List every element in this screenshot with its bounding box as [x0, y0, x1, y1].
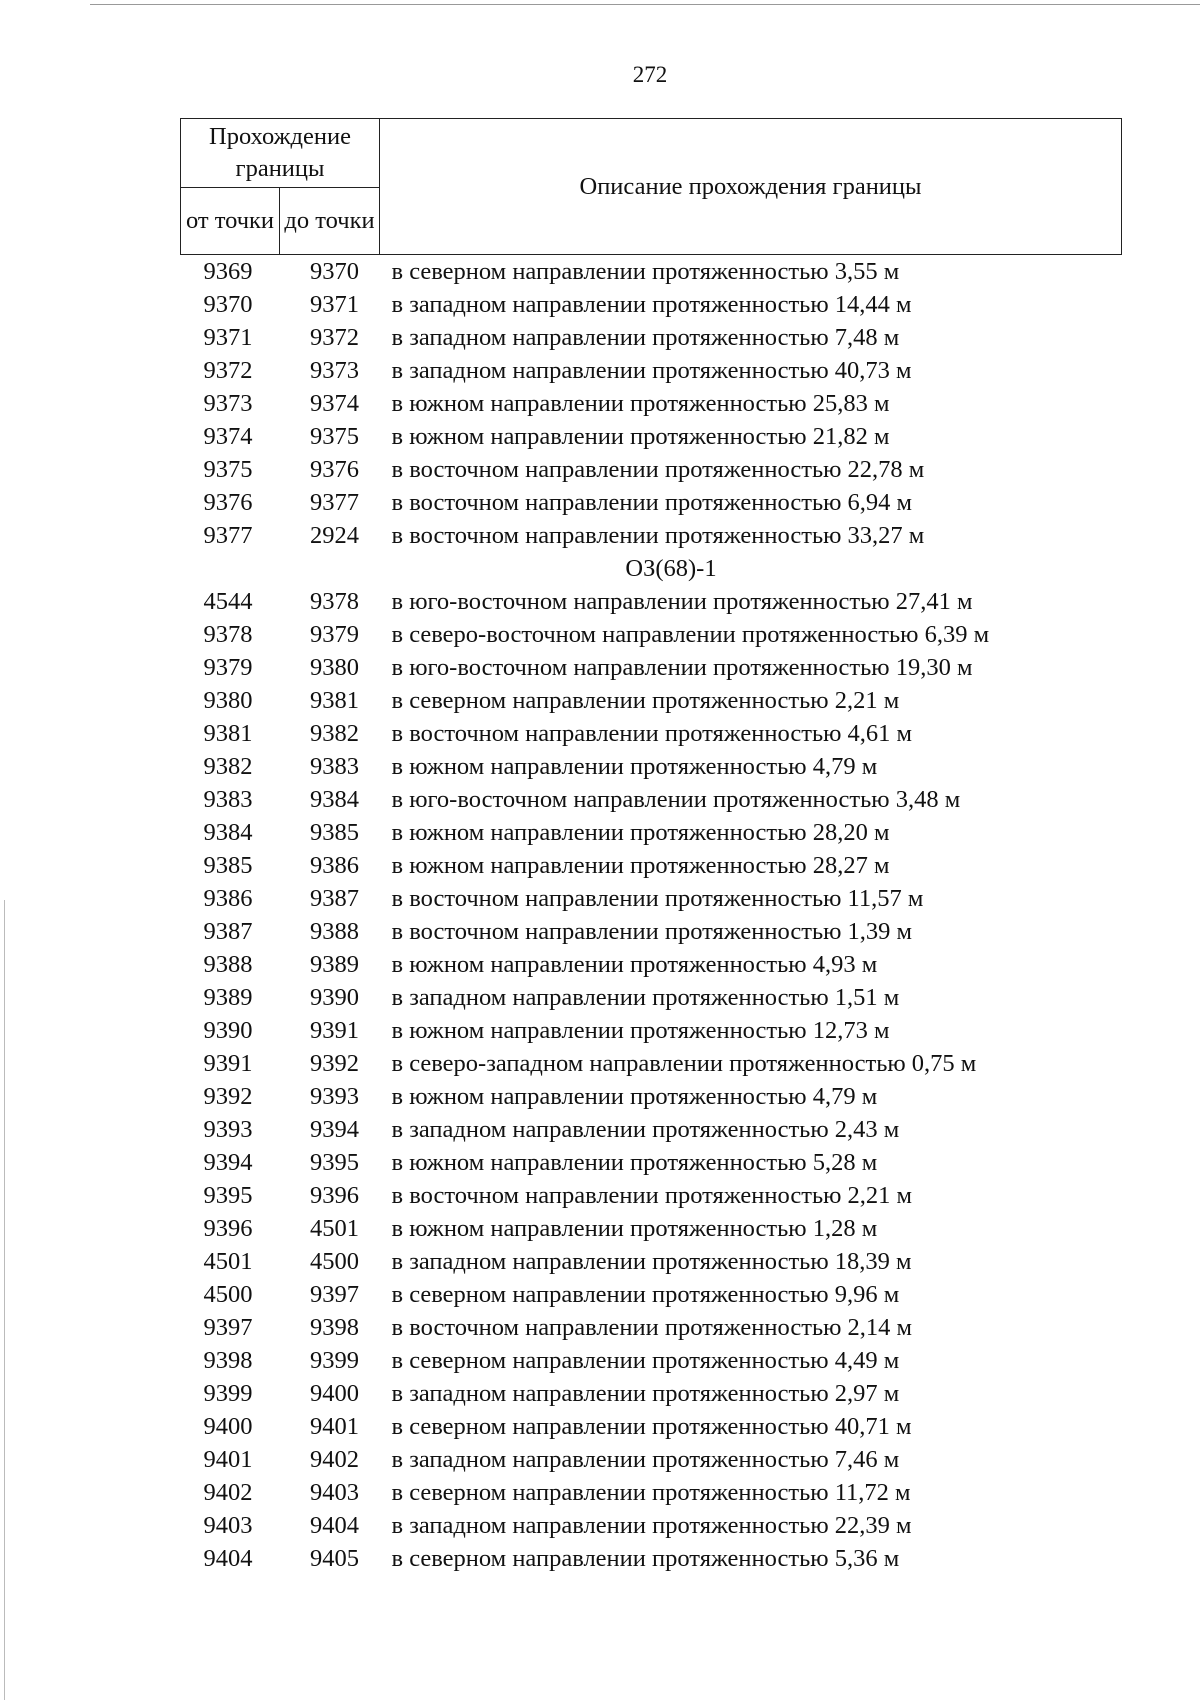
- to-point-cell: 9389: [310, 951, 359, 978]
- from-point-cell: 9385: [203, 852, 253, 879]
- table-row: [181, 1014, 1122, 1047]
- description-cell: в северном направлении протяженностью 4,49 м: [391, 1347, 900, 1374]
- from-point-cell: 9396: [203, 1215, 253, 1242]
- from-point-cell: 9378: [203, 621, 253, 648]
- table-row: [181, 1509, 1122, 1542]
- table-body: [181, 255, 1122, 1576]
- description-cell: в восточном направлении протяженностью 4,61 м: [391, 720, 913, 747]
- table-row: [181, 717, 1122, 750]
- from-point-cell: 9376: [203, 489, 253, 516]
- from-point-cell: 9369: [203, 258, 253, 285]
- boundary-table: [180, 118, 1122, 1575]
- to-point-cell: 9371: [310, 291, 359, 318]
- from-point-cell: 4500: [203, 1281, 253, 1308]
- description-cell: в южном направлении протяженностью 1,28 м: [391, 1215, 878, 1242]
- description-cell: в восточном направлении протяженностью 2,14 м: [391, 1314, 913, 1341]
- from-point-cell: 9398: [203, 1347, 253, 1374]
- from-point-cell: 9389: [203, 984, 253, 1011]
- description-cell: в северном направлении протяженностью 2,21 м: [391, 687, 900, 714]
- table-row: [181, 783, 1122, 816]
- section-row: [181, 552, 1122, 585]
- description-cell: в западном направлении протяженностью 7,46 м: [391, 1446, 900, 1473]
- description-cell: в северном направлении протяженностью 40,71 м: [391, 1413, 912, 1440]
- to-point-cell: 9398: [310, 1314, 359, 1341]
- from-point-cell: 9394: [203, 1149, 253, 1176]
- from-point-cell: 9400: [203, 1413, 253, 1440]
- table-row: [181, 321, 1122, 354]
- to-point-cell: 9372: [310, 324, 359, 351]
- description-cell: в западном направлении протяженностью 14,44 м: [391, 291, 912, 318]
- table-row: [181, 255, 1122, 289]
- table-row: [181, 1476, 1122, 1509]
- table-row: [181, 1542, 1122, 1575]
- to-point-cell: 9401: [310, 1413, 359, 1440]
- from-point-cell: 9393: [203, 1116, 253, 1143]
- table-row: [181, 1278, 1122, 1311]
- from-point-cell: 9399: [203, 1380, 253, 1407]
- table-row: [181, 684, 1122, 717]
- description-cell: в южном направлении протяженностью 28,20 м: [391, 819, 890, 846]
- from-point-cell: 9384: [203, 819, 253, 846]
- description-cell: в западном направлении протяженностью 18,39 м: [391, 1248, 912, 1275]
- description-cell: в восточном направлении протяженностью 2,21 м: [391, 1182, 913, 1209]
- table-row: [181, 816, 1122, 849]
- header-boundary-passage: Прохождение границы: [181, 119, 380, 188]
- description-cell: в северном направлении протяженностью 3,55 м: [391, 258, 900, 285]
- from-point-cell: 9381: [203, 720, 253, 747]
- table-row: [181, 519, 1122, 552]
- to-point-cell: 9405: [310, 1545, 359, 1572]
- from-point-cell: 9375: [203, 456, 253, 483]
- description-cell: в северном направлении протяженностью 5,36 м: [391, 1545, 900, 1572]
- description-cell: в юго-восточном направлении протяженностью 3,48 м: [391, 786, 961, 813]
- description-cell: в южном направлении протяженностью 4,93 м: [391, 951, 878, 978]
- from-point-cell: 9382: [203, 753, 253, 780]
- table-row: [181, 915, 1122, 948]
- to-point-cell: 9397: [310, 1281, 359, 1308]
- from-point-cell: 9383: [203, 786, 253, 813]
- description-cell: в северном направлении протяженностью 9,96 м: [391, 1281, 900, 1308]
- table-row: [181, 1080, 1122, 1113]
- section-title: ОЗ(68)-1: [625, 555, 717, 582]
- to-point-cell: 9392: [310, 1050, 359, 1077]
- table-row: [181, 750, 1122, 783]
- from-point-cell: 9392: [203, 1083, 253, 1110]
- from-point-cell: 9401: [203, 1446, 253, 1473]
- description-cell: в западном направлении протяженностью 7,48 м: [391, 324, 900, 351]
- from-point-cell: 9380: [203, 687, 253, 714]
- description-cell: в южном направлении протяженностью 5,28 м: [391, 1149, 878, 1176]
- description-cell: в южном направлении протяженностью 21,82 м: [391, 423, 890, 450]
- to-point-cell: 9395: [310, 1149, 359, 1176]
- to-point-cell: 9377: [310, 489, 359, 516]
- to-point-cell: 9370: [310, 258, 359, 285]
- from-point-cell: 9387: [203, 918, 253, 945]
- from-point-cell: 9377: [203, 522, 253, 549]
- description-cell: в западном направлении протяженностью 40,73 м: [391, 357, 912, 384]
- from-point-cell: 9373: [203, 390, 253, 417]
- to-point-cell: 9399: [310, 1347, 359, 1374]
- from-point-cell: 4501: [203, 1248, 253, 1275]
- table-row: [181, 453, 1122, 486]
- description-cell: в восточном направлении протяженностью 22,78 м: [391, 456, 925, 483]
- to-point-cell: 4500: [310, 1248, 359, 1275]
- table-row: [181, 1410, 1122, 1443]
- description-cell: в южном направлении протяженностью 4,79 м: [391, 1083, 878, 1110]
- to-point-cell: 9388: [310, 918, 359, 945]
- to-point-cell: 9402: [310, 1446, 359, 1473]
- to-point-cell: 9386: [310, 852, 359, 879]
- from-point-cell: 9372: [203, 357, 253, 384]
- description-cell: в северном направлении протяженностью 11,72 м: [391, 1479, 911, 1506]
- to-point-cell: 9404: [310, 1512, 359, 1539]
- to-point-cell: 2924: [310, 522, 359, 549]
- description-cell: в восточном направлении протяженностью 33,27 м: [391, 522, 925, 549]
- table-row: [181, 651, 1122, 684]
- from-point-cell: 9388: [203, 951, 253, 978]
- table-row: [181, 486, 1122, 519]
- to-point-cell: 9385: [310, 819, 359, 846]
- to-point-cell: 9393: [310, 1083, 359, 1110]
- description-cell: в северо-восточном направлении протяженностью 6,39 м: [391, 621, 990, 648]
- to-point-cell: 9390: [310, 984, 359, 1011]
- to-point-cell: 9375: [310, 423, 359, 450]
- table-row: [181, 420, 1122, 453]
- header-to-point: до точки: [280, 188, 380, 255]
- from-point-cell: 9391: [203, 1050, 253, 1077]
- scan-top-edge: [90, 4, 1200, 5]
- to-point-cell: 9373: [310, 357, 359, 384]
- table-row: [181, 1212, 1122, 1245]
- description-cell: в южном направлении протяженностью 12,73 м: [391, 1017, 890, 1044]
- from-point-cell: 9404: [203, 1545, 253, 1572]
- description-cell: в западном направлении протяженностью 2,43 м: [391, 1116, 900, 1143]
- description-cell: в юго-восточном направлении протяженностью 27,41 м: [391, 588, 973, 615]
- table-row: [181, 981, 1122, 1014]
- header-from-point: от точки: [181, 188, 280, 255]
- header-description: Описание прохождения границы: [380, 119, 1122, 255]
- to-point-cell: 9382: [310, 720, 359, 747]
- to-point-cell: 9396: [310, 1182, 359, 1209]
- to-point-cell: 9387: [310, 885, 359, 912]
- description-cell: в восточном направлении протяженностью 1,39 м: [391, 918, 913, 945]
- description-cell: в южном направлении протяженностью 25,83 м: [391, 390, 890, 417]
- description-cell: в южном направлении протяженностью 28,27 м: [391, 852, 890, 879]
- description-cell: в западном направлении протяженностью 2,97 м: [391, 1380, 900, 1407]
- from-point-cell: 9395: [203, 1182, 253, 1209]
- description-cell: в западном направлении протяженностью 22,39 м: [391, 1512, 912, 1539]
- from-point-cell: 9397: [203, 1314, 253, 1341]
- table-row: [181, 1311, 1122, 1344]
- from-point-cell: 9374: [203, 423, 253, 450]
- scan-left-edge: [4, 900, 5, 1700]
- from-point-cell: 9402: [203, 1479, 253, 1506]
- to-point-cell: 9376: [310, 456, 359, 483]
- from-point-cell: 9403: [203, 1512, 253, 1539]
- table-row: [181, 1113, 1122, 1146]
- table-row: [181, 1344, 1122, 1377]
- table-row: [181, 948, 1122, 981]
- table-header: [181, 119, 1122, 255]
- table-row: [181, 288, 1122, 321]
- description-cell: в западном направлении протяженностью 1,51 м: [391, 984, 900, 1011]
- table-row: [181, 882, 1122, 915]
- to-point-cell: 9380: [310, 654, 359, 681]
- description-cell: в восточном направлении протяженностью 11,57 м: [391, 885, 924, 912]
- table-row: [181, 618, 1122, 651]
- description-cell: в северо-западном направлении протяженностью 0,75 м: [391, 1050, 977, 1077]
- to-point-cell: 9379: [310, 621, 359, 648]
- table-row: [181, 387, 1122, 420]
- to-point-cell: 9374: [310, 390, 359, 417]
- table-row: [181, 354, 1122, 387]
- to-point-cell: 9378: [310, 588, 359, 615]
- description-cell: в южном направлении протяженностью 4,79 м: [391, 753, 878, 780]
- description-cell: в восточном направлении протяженностью 6,94 м: [391, 489, 913, 516]
- page-number: 272: [632, 62, 668, 87]
- to-point-cell: 9381: [310, 687, 359, 714]
- to-point-cell: 9403: [310, 1479, 359, 1506]
- table-row: [181, 849, 1122, 882]
- table-row: [181, 1245, 1122, 1278]
- from-point-cell: 9371: [203, 324, 253, 351]
- from-point-cell: 9390: [203, 1017, 253, 1044]
- description-cell: в юго-восточном направлении протяженностью 19,30 м: [391, 654, 973, 681]
- to-point-cell: 4501: [310, 1215, 359, 1242]
- table-row: [181, 1443, 1122, 1476]
- from-point-cell: 9379: [203, 654, 253, 681]
- to-point-cell: 9384: [310, 786, 359, 813]
- to-point-cell: 9394: [310, 1116, 359, 1143]
- from-point-cell: 9386: [203, 885, 253, 912]
- table-row: [181, 1377, 1122, 1410]
- from-point-cell: 9370: [203, 291, 253, 318]
- to-point-cell: 9391: [310, 1017, 359, 1044]
- to-point-cell: 9400: [310, 1380, 359, 1407]
- table-row: [181, 1179, 1122, 1212]
- from-point-cell: 4544: [203, 588, 253, 615]
- table-row: [181, 585, 1122, 618]
- table-row: [181, 1146, 1122, 1179]
- to-point-cell: 9383: [310, 753, 359, 780]
- table-row: [181, 1047, 1122, 1080]
